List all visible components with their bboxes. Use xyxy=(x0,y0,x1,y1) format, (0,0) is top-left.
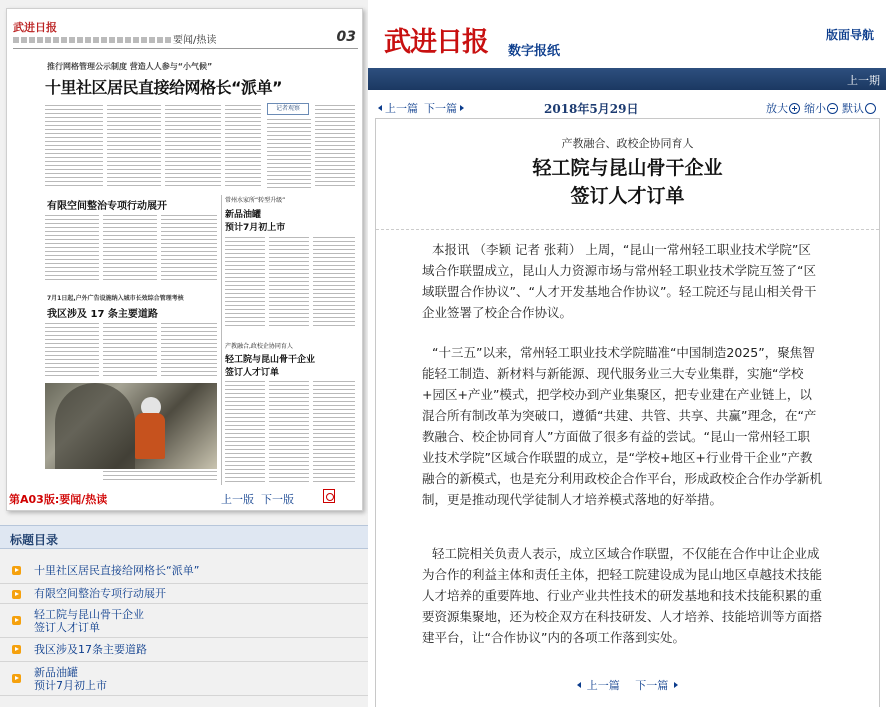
next-page-link[interactable]: 下一版 xyxy=(261,493,294,506)
text-block xyxy=(269,381,309,485)
zoom-default-icon xyxy=(865,103,876,114)
text-block xyxy=(103,215,157,283)
title-divider xyxy=(376,229,879,230)
toc-item-label[interactable]: 轻工院与昆山骨干企业 签订人才订单 xyxy=(34,608,144,634)
triangle-right-icon xyxy=(460,105,464,111)
issue-bar xyxy=(368,68,886,90)
toc-item[interactable] xyxy=(0,638,368,662)
article-paragraph: “十三五”以来，常州轻工职业技术学院瞄准“中国制造2025”，聚焦智能轻工制造、新材料与新能源、现代服务业三大专业集群，实施“学校+园区+产业”模式，把学校办到产业集聚区，把专业建在产业链上，以混合所有制改革为突破口，遵循“共建、共管、共享、共赢”理念，在“产教融合、校企协同育人”方面做了很多有益的尝试。“昆山一常州轻工职业技术学院”区域合作联盟的成立，是“学校+地区+行业骨干企业”产教融合的新模式，也是充分利用政校企合作平台，形成政校企合作办学新机制，更是推动现代学徒制人才培养模式落地的好举措。 xyxy=(422,345,823,507)
zoom-out-icon xyxy=(827,103,838,114)
toc-header xyxy=(0,525,368,549)
left-panel xyxy=(0,0,368,707)
box1-headline-2[interactable]: 预计7月初上市 xyxy=(225,223,286,233)
triangle-right-icon xyxy=(674,682,678,688)
zoom-out-button[interactable]: 缩小 xyxy=(804,100,838,116)
zoom-in-icon xyxy=(789,103,800,114)
article-toolbar xyxy=(368,96,886,118)
brand-subtitle: 数字报纸 xyxy=(508,44,561,59)
triangle-left-icon xyxy=(378,105,382,111)
text-block xyxy=(269,237,309,329)
triangle-left-icon xyxy=(577,682,581,688)
paper-logo: 武进日报 xyxy=(13,21,57,34)
text-block xyxy=(161,215,217,283)
prev-issue-link[interactable]: 上一期 xyxy=(847,74,880,87)
text-block xyxy=(313,381,355,485)
news-photo xyxy=(45,383,217,469)
arrow-bullet-icon xyxy=(12,674,21,683)
text-block xyxy=(45,105,103,189)
toc-item[interactable] xyxy=(0,560,368,584)
headline-2[interactable]: 有限空间整治专项行动展开 xyxy=(47,201,167,212)
lead-headline[interactable]: 十里社区居民直接给网格长“派单” xyxy=(45,78,283,97)
box1-kicker: 常州水家所“转型升级” xyxy=(225,197,286,204)
bottom-prev-article-link[interactable]: 上一篇 xyxy=(577,679,623,692)
arrow-bullet-icon xyxy=(12,616,21,625)
column-divider xyxy=(221,195,222,485)
text-block xyxy=(45,323,99,379)
article-title-line1: 轻工院与昆山骨干企业 xyxy=(532,157,723,179)
pdf-icon[interactable] xyxy=(323,489,335,503)
text-block xyxy=(107,105,161,189)
toc-item-label[interactable]: 我区涉及17条主要道路 xyxy=(34,643,147,656)
arrow-bullet-icon xyxy=(12,566,21,575)
text-block xyxy=(313,237,355,329)
brand-logo[interactable]: 武进日报 xyxy=(384,27,488,58)
newspaper-page-thumbnail[interactable] xyxy=(6,8,363,511)
text-block xyxy=(161,323,217,379)
article-kicker: 产教融合、政校企协同育人 xyxy=(561,137,694,150)
paper-page-number: 03 xyxy=(336,29,356,45)
article-paragraph: 本报讯 （李颖 记者 张莉） 上周，“昆山一常州轻工职业技术学院”区域合作联盟成立，昆山人力资源市场与常州轻工职业技术学院互签了“区域联盟合作协议”、“人才开发基地合作协议”。轻工院还与昆山相关骨干企业签署了校企合作协议。 xyxy=(422,242,817,320)
text-block xyxy=(225,381,265,485)
toc-item[interactable] xyxy=(0,604,368,638)
headline-3[interactable]: 我区涉及 17 条主要道路 xyxy=(47,309,158,320)
text-block xyxy=(225,105,261,189)
photo-arch xyxy=(55,383,135,469)
arrow-bullet-icon xyxy=(12,590,21,599)
arrow-bullet-icon xyxy=(12,645,21,654)
article-pager xyxy=(376,677,879,693)
zoom-in-button[interactable]: 放大 xyxy=(766,100,800,116)
box2-headline-2[interactable]: 签订人才订单 xyxy=(225,368,280,378)
next-article-link[interactable]: 下一篇 xyxy=(424,100,464,116)
page-header xyxy=(13,15,358,49)
box1-headline[interactable]: 新品油罐 xyxy=(225,210,262,220)
page-pager xyxy=(7,487,363,509)
text-block xyxy=(45,215,99,283)
toc-item[interactable] xyxy=(0,584,368,604)
paper-section: 要闻/热读 xyxy=(173,35,217,46)
right-panel xyxy=(368,0,886,707)
toc-item-label[interactable]: 十里社区居民直接给网格长“派单” xyxy=(34,564,200,577)
toc-item[interactable] xyxy=(0,662,368,696)
sidebar-tag: 记者观察 xyxy=(267,103,309,115)
box2-headline[interactable]: 轻工院与昆山骨干企业 xyxy=(225,355,316,365)
toc-item-label[interactable]: 有限空间整治专项行动展开 xyxy=(34,587,166,600)
text-block xyxy=(165,105,221,189)
brand-header xyxy=(368,0,886,68)
text-block xyxy=(315,105,355,189)
prev-article-link[interactable]: 上一篇 xyxy=(378,100,418,116)
photo-caption xyxy=(103,471,217,483)
issue-date: 2018年5月29日 xyxy=(544,102,639,116)
paper-dateline xyxy=(13,37,173,43)
page-nav-link[interactable]: 版面导航 xyxy=(825,28,874,42)
version-label: 第A03版:要闻/热读 xyxy=(9,493,108,506)
lead-kicker: 推行网格管理公示制度 营造人人参与“小气候” xyxy=(47,62,213,71)
article-paragraph: 轻工院相关负责人表示，成立区域合作联盟，不仅能在合作中让企业成为合作的利益主体和责任主体，把轻工院建设成为昆山地区卓越技术技能人才培养的重要阵地、行业产业共性技术的研发基地和技术技能积累的重要资源集聚地，还为校企双方在科技研发、人才培养、技能培训等方面搭建平台，让“合作协议”内的各项工作落到实处。 xyxy=(422,546,823,645)
article-content xyxy=(375,118,880,707)
toc-item-label[interactable]: 新品油罐 预计7月初上市 xyxy=(34,666,107,692)
text-block xyxy=(103,323,157,379)
article-title-line2: 签订人才订单 xyxy=(570,185,685,207)
toc-title: 标题目录 xyxy=(10,533,59,547)
zoom-default-button[interactable]: 默认 xyxy=(842,100,876,116)
text-block xyxy=(225,237,265,329)
text-block xyxy=(267,119,311,189)
headline-3-kicker: 7月1日起,户外广告设施纳入城市长效综合管理考核 xyxy=(47,295,184,302)
photo-worker xyxy=(135,413,165,459)
prev-page-link[interactable]: 上一版 xyxy=(221,493,254,506)
box2-kicker: 产教融合,政校企协同育人 xyxy=(225,343,293,350)
bottom-next-article-link[interactable]: 下一篇 xyxy=(632,679,678,692)
